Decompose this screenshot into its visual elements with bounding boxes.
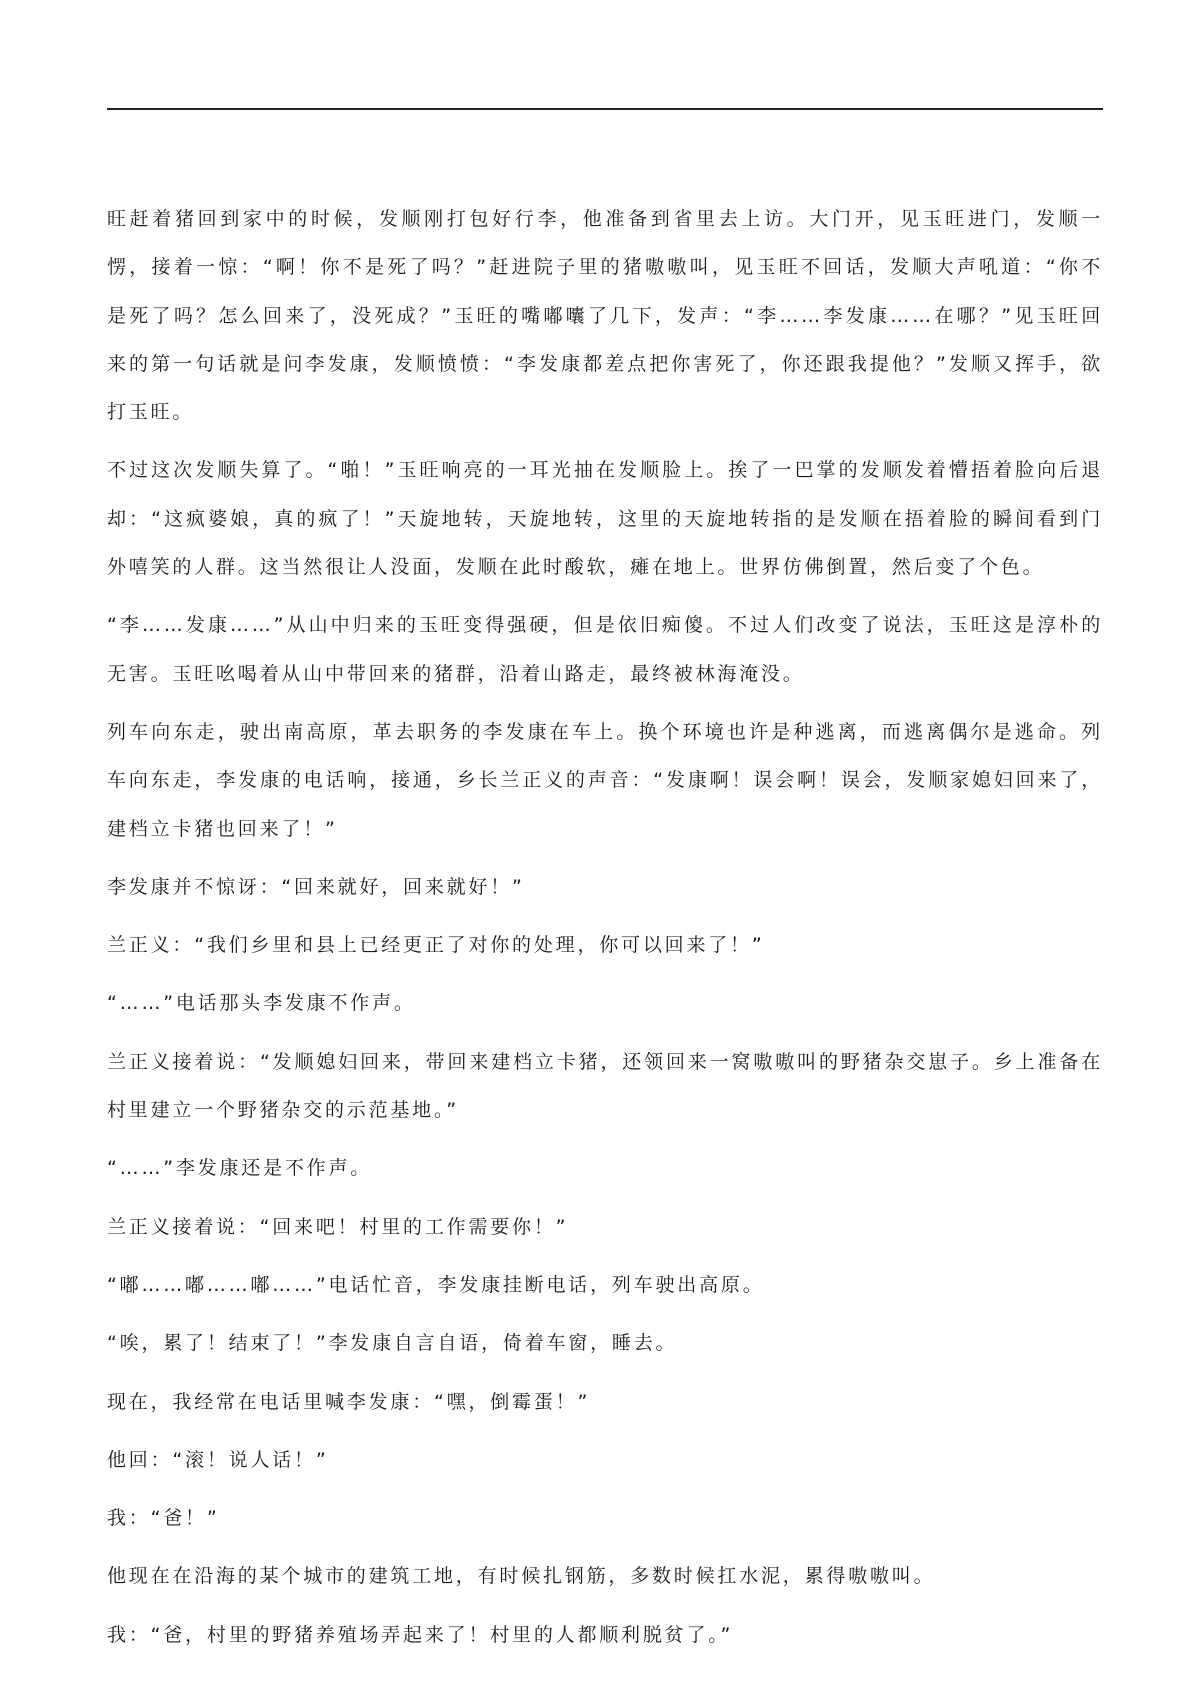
- paragraph: 他回：“滚！说人话！”: [107, 1448, 329, 1471]
- paragraph: 不过这次发顺失算了。“啪！”玉旺响亮的一耳光抽在发顺脸上。挨了一巴掌的发顺发着懵捂着脸向后退却：“这疯婆娘，真的疯了！”天旋地转，天旋地转，这里的天旋地转指的是发顺在捂着脸的瞬间看到门外嘻笑的人群。这当然很让人没面，发顺在此时酸软，瘫在地上。世界仿佛倒置，然后变了个色。: [107, 459, 1103, 579]
- paragraph: 兰正义接着说：“回来吧！村里的工作需要你！”: [107, 1215, 569, 1238]
- paragraph: 他现在在沿海的某个城市的建筑工地，有时候扎钢筋，多数时候扛水泥，累得嗷嗷叫。: [107, 1565, 936, 1588]
- paragraph: 我：“爸，村里的野猪养殖场弄起来了！村里的人都顺利脱贫了。”: [107, 1623, 734, 1646]
- paragraph: “……”电话那头李发康不作声。: [107, 992, 416, 1015]
- paragraph: 列车向东走，驶出南高原，革去职务的李发康在车上。换个环境也许是种逃离，而逃离偶尔是逃命。列车向东走，李发康的电话响，接通，乡长兰正义的声音：“发康啊！误会啊！误会，发顺家媳妇回来了，建档立卡猪也回来了！”: [107, 720, 1103, 840]
- paragraph: 旺赶着猪回到家中的时候，发顺刚打包好行李，他准备到省里去上访。大门开，见玉旺进门，发顺一愣，接着一惊：“啊！你不是死了吗？”赶进院子里的猪嗷嗷叫，见玉旺不回话，发顺大声吼道：“你不是死了吗？怎么回来了，没死成？”玉旺的嘴嘟囔了几下，发声：“李……李发康……在哪？”见玉旺回来的第一句话就是问李发康，发顺愤愤：“李发康都差点把你害死了，你还跟我提他？”发顺又挥手，欲打玉旺。: [107, 208, 1103, 424]
- paragraph: 兰正义接着说：“发顺媳妇回来，带回来建档立卡猪，还领回来一窝嗷嗷叫的野猪杂交崽子。乡上准备在村里建立一个野猪杂交的示范基地。”: [107, 1050, 1103, 1122]
- paragraph: 兰正义：“我们乡里和县上已经更正了对你的处理，你可以回来了！”: [107, 934, 765, 957]
- paragraph: “嘟……嘟……嘟……”电话忙音，李发康挂断电话，列车驶出高原。: [107, 1273, 765, 1296]
- header-rule: [107, 108, 1103, 110]
- paragraph: “唉，累了！结束了！”李发康自言自语，倚着车窗，睡去。: [107, 1332, 678, 1355]
- paragraph: 李发康并不惊讶：“回来就好，回来就好！”: [107, 875, 525, 898]
- paragraph: 我：“爸！”: [107, 1507, 220, 1530]
- paragraph: 现在，我经常在电话里喊李发康：“嘿，倒霉蛋！”: [107, 1390, 591, 1413]
- paragraph: “……”李发康还是不作声。: [107, 1157, 373, 1180]
- story-body: [107, 195, 1103, 1669]
- paragraph: “李……发康……”从山中归来的玉旺变得强硬，但是依旧痴傻。不过人们改变了说法，玉旺这是淳朴的无害。玉旺吆喝着从山中带回来的猪群，沿着山路走，最终被林海淹没。: [107, 614, 1103, 685]
